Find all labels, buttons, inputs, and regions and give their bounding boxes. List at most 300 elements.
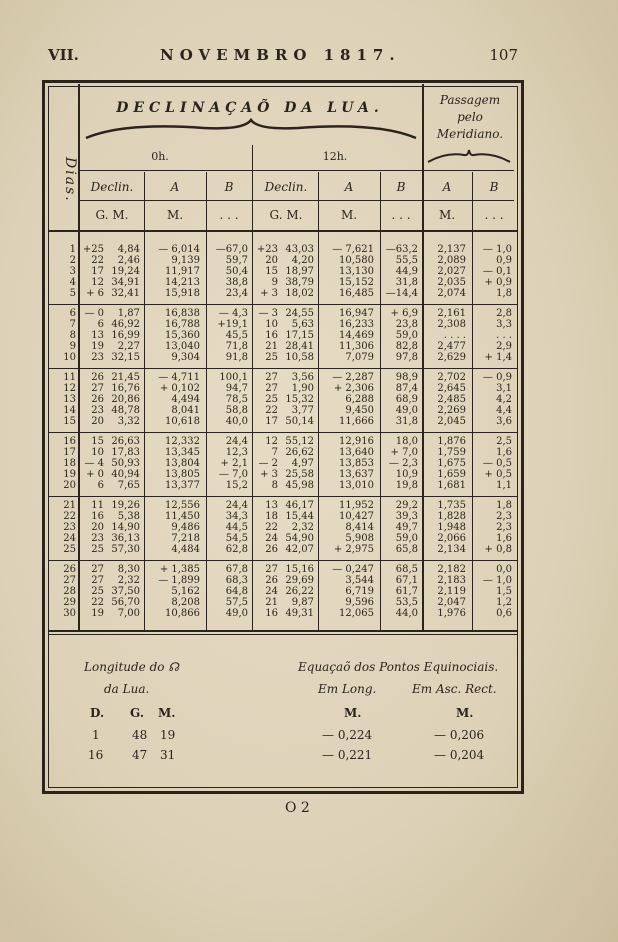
table-cell-days: 23 — [63, 522, 76, 533]
table-cell-b0: 34,3 — [225, 511, 248, 522]
column-header: A — [344, 180, 354, 194]
table-cell-a12: 12,065 — [339, 608, 374, 619]
table-cell-a12: 11,666 — [339, 416, 374, 427]
table-cell-days: 13 — [63, 394, 76, 405]
col-m: M. — [158, 706, 176, 720]
table-cell-d0g: 16 — [91, 511, 104, 522]
group-divider — [48, 496, 518, 497]
table-cell-a0: 16,838 — [165, 308, 200, 319]
table-cell-d12g: 26 — [265, 575, 278, 586]
table-cell-a0: 11,450 — [165, 511, 200, 522]
table-cell-d0g: 12 — [91, 277, 104, 288]
table-cell-d0m: 50,93 — [111, 458, 140, 469]
table-cell-b0: 15,2 — [225, 480, 248, 491]
table-cell-pb: 2,3 — [496, 522, 512, 533]
table-cell-d0m: 16,99 — [111, 330, 140, 341]
table-cell-days: 3 — [69, 266, 76, 277]
table-cell-d12g: +23 — [256, 244, 278, 255]
table-cell-pa: 2,629 — [437, 352, 466, 363]
unit-label: M. — [438, 208, 456, 222]
table-cell-pb: + 0,5 — [484, 469, 512, 480]
table-cell-b0: 38,8 — [225, 277, 248, 288]
table-cell-pb: 2,3 — [496, 511, 512, 522]
table-cell-a12: 13,130 — [339, 266, 374, 277]
table-cell-pa: 2,645 — [437, 383, 466, 394]
unit-label: G. M. — [95, 208, 129, 222]
table-cell-a0: 12,332 — [165, 436, 200, 447]
table-cell-d0g: + 6 — [86, 288, 104, 299]
table-cell-days: 24 — [63, 533, 76, 544]
passagem-label: Passagem pelo Meridiano. — [436, 93, 504, 141]
table-cell-b12: 68,9 — [395, 394, 418, 405]
table-cell-a12: 13,637 — [339, 469, 374, 480]
table-cell-days: 28 — [63, 586, 76, 597]
table-cell-a12: 12,916 — [339, 436, 374, 447]
table-cell-pa: 1,735 — [437, 500, 466, 511]
unit-label: . . . — [219, 208, 239, 222]
table-cell-pa: 2,066 — [437, 533, 466, 544]
table-cell-pb: — 1,0 — [482, 244, 512, 255]
month-title: NOVEMBRO 1817. — [160, 46, 401, 64]
table-cell-days: 11 — [63, 372, 76, 383]
table-cell-pb: 2,9 — [496, 341, 512, 352]
table-cell-d12m: 24,55 — [285, 308, 314, 319]
table-cell-pb: 3,6 — [496, 416, 512, 427]
unit-label: M. — [166, 208, 184, 222]
table-cell-b0: — 7,0 — [218, 469, 248, 480]
table-cell-pb: 1,8 — [496, 288, 512, 299]
table-cell-d12m: 25,58 — [285, 469, 314, 480]
table-cell-d0g: 20 — [91, 522, 104, 533]
table-cell-d12g: 13 — [265, 500, 278, 511]
table-cell-d12m: 46,17 — [285, 500, 314, 511]
group-divider — [48, 560, 518, 561]
table-cell-d12g: 24 — [265, 533, 278, 544]
table-cell-d12m: 45,98 — [285, 480, 314, 491]
table-cell-a0: 13,377 — [165, 480, 200, 491]
longitude-label-2: da Lua. — [104, 682, 150, 696]
table-cell-a0: 13,345 — [165, 447, 200, 458]
table-cell-days: 5 — [69, 288, 76, 299]
table-cell-pa: 1,659 — [437, 469, 466, 480]
table-cell-b12: 55,5 — [395, 255, 418, 266]
table-cell-d12m: 3,56 — [291, 372, 314, 383]
table-cell-a0: 8,041 — [171, 405, 200, 416]
table-cell-d0g: 20 — [91, 416, 104, 427]
table-cell-days: 8 — [69, 330, 76, 341]
table-cell-pb: 3,3 — [496, 319, 512, 330]
table-cell-d12g: 21 — [265, 597, 278, 608]
table-cell-pb: 1,6 — [496, 533, 512, 544]
column-header: Declin. — [264, 180, 308, 194]
table-cell-d0m: 7,65 — [117, 480, 140, 491]
table-cell-d12g: 8 — [271, 480, 278, 491]
table-cell-a0: 4,484 — [171, 544, 200, 555]
table-cell-pb: 0,0 — [496, 564, 512, 575]
table-cell-d0m: 2,46 — [117, 255, 140, 266]
table-cell-d12m: 49,31 — [285, 608, 314, 619]
table-cell-d12m: 17,15 — [285, 330, 314, 341]
table-cell-a12: 10,580 — [339, 255, 374, 266]
table-cell-a12: 13,853 — [339, 458, 374, 469]
table-cell-d12m: 29,69 — [285, 575, 314, 586]
hour-12-label: 12h. — [322, 150, 348, 163]
table-cell-d12m: 38,79 — [285, 277, 314, 288]
table-cell-pa: 2,485 — [437, 394, 466, 405]
table-cell-a0: 12,556 — [165, 500, 200, 511]
brace-ornament — [84, 118, 418, 142]
table-cell-d0g: + 0 — [86, 469, 104, 480]
table-cell-pa: 1,675 — [437, 458, 466, 469]
table-cell-days: 25 — [63, 544, 76, 555]
dias-label: Dias. — [62, 157, 78, 203]
table-cell-d12m: 2,32 — [291, 522, 314, 533]
table-cell-b0: 50,4 — [225, 266, 248, 277]
table-cell-pa: 2,477 — [437, 341, 466, 352]
table-cell-d12g: — 2 — [258, 458, 278, 469]
table-cell-pa: 1,876 — [437, 436, 466, 447]
table-cell-b12: + 6,9 — [390, 308, 418, 319]
running-header — [48, 46, 518, 68]
table-cell-pb: 2,5 — [496, 436, 512, 447]
table-cell-a0: 10,866 — [165, 608, 200, 619]
table-cell-a0: 11,917 — [165, 266, 200, 277]
table-cell-pa: 2,702 — [437, 372, 466, 383]
table-cell-days: 7 — [69, 319, 76, 330]
table-cell-pb: 0,6 — [496, 608, 512, 619]
table-cell-d0g: 15 — [91, 436, 104, 447]
table-cell-b12: —63,2 — [385, 244, 418, 255]
table-cell-d0m: 2,32 — [117, 575, 140, 586]
table-cell-d12m: 54,90 — [285, 533, 314, 544]
table-cell-a0: 15,360 — [165, 330, 200, 341]
column-header: Declin. — [90, 180, 134, 194]
table-cell-days: 15 — [63, 416, 76, 427]
table-cell-pa: 2,045 — [437, 416, 466, 427]
table-cell-pa: 2,119 — [437, 586, 466, 597]
table-cell-d0g: 17 — [91, 266, 104, 277]
table-cell-b0: 57,5 — [225, 597, 248, 608]
table-cell-pa: 2,134 — [437, 544, 466, 555]
table-cell-d0m: 19,24 — [111, 266, 140, 277]
table-cell-b12: — 2,3 — [388, 458, 418, 469]
table-cell-d0g: — 4 — [84, 458, 104, 469]
table-cell-d0m: 48,78 — [111, 405, 140, 416]
column-header: A — [442, 180, 452, 194]
table-cell-b12: 39,3 — [395, 511, 418, 522]
table-cell-a0: 16,788 — [165, 319, 200, 330]
unit-label: M. — [340, 208, 358, 222]
table-cell-d12g: 16 — [265, 330, 278, 341]
table-cell-days: 20 — [63, 480, 76, 491]
table-cell-days: 10 — [63, 352, 76, 363]
chapter-number: VII. — [48, 46, 79, 64]
table-cell-b12: —14,4 — [385, 288, 418, 299]
table-cell-pa: 1,759 — [437, 447, 466, 458]
table-cell-b0: 45,5 — [225, 330, 248, 341]
table-cell-days: 21 — [63, 500, 76, 511]
table-cell-b12: 18,0 — [395, 436, 418, 447]
table-cell-pb: 4,2 — [496, 394, 512, 405]
table-cell-d0g: 23 — [91, 405, 104, 416]
table-cell-d0m: 19,26 — [111, 500, 140, 511]
equacao-label: Equaçaõ dos Pontos Equinociais. — [298, 660, 499, 674]
table-cell-a12: 6,719 — [345, 586, 374, 597]
table-cell-pa: 2,027 — [437, 266, 466, 277]
brace-ornament-small — [426, 148, 512, 164]
table-cell-d0m: 2,27 — [117, 341, 140, 352]
col-d: D. — [90, 706, 105, 720]
table-cell-b0: + 2,1 — [220, 458, 248, 469]
table-cell-d0m: 5,38 — [117, 511, 140, 522]
table-cell-b0: 24,4 — [225, 436, 248, 447]
table-cell-d12g: 12 — [265, 436, 278, 447]
table-cell-a12: 16,947 — [339, 308, 374, 319]
table-cell-a12: 9,596 — [345, 597, 374, 608]
table-cell-a12: — 7,621 — [332, 244, 374, 255]
table-cell-a0: 5,162 — [171, 586, 200, 597]
table-cell-b0: 44,5 — [225, 522, 248, 533]
table-cell-b0: 71,8 — [225, 341, 248, 352]
table-cell-b12: 44,0 — [395, 608, 418, 619]
table-cell-d12g: 27 — [265, 372, 278, 383]
table-cell-b12: 59,0 — [395, 533, 418, 544]
table-cell-b0: 78,5 — [225, 394, 248, 405]
table-cell-d12m: 26,62 — [285, 447, 314, 458]
table-cell-pa: 2,183 — [437, 575, 466, 586]
table-cell-d12g: 20 — [265, 255, 278, 266]
table-cell-d12m: 42,07 — [285, 544, 314, 555]
table-cell-days: 18 — [63, 458, 76, 469]
table-cell-d0m: 40,94 — [111, 469, 140, 480]
table-cell-pb: 1,1 — [496, 480, 512, 491]
table-cell-d12m: 50,14 — [285, 416, 314, 427]
hour-divider — [252, 145, 253, 630]
table-cell-days: 9 — [69, 341, 76, 352]
table-cell-a0: 9,139 — [171, 255, 200, 266]
table-cell-pa: . . . . — [443, 330, 466, 341]
group-divider — [48, 368, 518, 369]
table-cell-d0m: 37,50 — [111, 586, 140, 597]
table-cell-b12: 82,8 — [395, 341, 418, 352]
table-cell-b12: 31,8 — [395, 277, 418, 288]
table-cell-days: 29 — [63, 597, 76, 608]
table-cell-pa: 2,308 — [437, 319, 466, 330]
table-cell-d0g: 25 — [91, 586, 104, 597]
table-cell-d12g: 17 — [265, 416, 278, 427]
table-cell-days: 14 — [63, 405, 76, 416]
table-cell-d12m: 28,41 — [285, 341, 314, 352]
table-cell-pb: 1,5 — [496, 586, 512, 597]
table-cell-d0g: 11 — [91, 500, 104, 511]
table-cell-a0: 8,208 — [171, 597, 200, 608]
table-cell-d12g: + 3 — [260, 288, 278, 299]
table-cell-d12g: 15 — [265, 266, 278, 277]
table-cell-d0m: 36,13 — [111, 533, 140, 544]
table-cell-d12g: 16 — [265, 608, 278, 619]
table-cell-d0m: 32,41 — [111, 288, 140, 299]
unit-label: . . . — [391, 208, 411, 222]
table-cell-pa: 2,089 — [437, 255, 466, 266]
table-cell-b0: 68,3 — [225, 575, 248, 586]
table-cell-b0: 59,7 — [225, 255, 248, 266]
table-cell-b0: 40,0 — [225, 416, 248, 427]
table-cell-pb: — 0,9 — [482, 372, 512, 383]
column-header: B — [224, 180, 234, 194]
table-cell-a12: 15,152 — [339, 277, 374, 288]
table-cell-d0g: +25 — [82, 244, 104, 255]
table-cell-d0m: 26,63 — [111, 436, 140, 447]
table-cell-d0g: 27 — [91, 564, 104, 575]
header-rule — [48, 230, 518, 232]
table-cell-d12m: 5,63 — [291, 319, 314, 330]
table-cell-d0g: 13 — [91, 330, 104, 341]
group-divider — [48, 304, 518, 305]
table-cell-d12m: 4,97 — [291, 458, 314, 469]
table-cell-a0: 15,918 — [165, 288, 200, 299]
table-cell-d0m: 17,83 — [111, 447, 140, 458]
table-cell-pa: 2,137 — [437, 244, 466, 255]
table-cell-pa: 2,047 — [437, 597, 466, 608]
table-cell-b12: 53,5 — [395, 597, 418, 608]
table-cell-pb: 1,8 — [496, 500, 512, 511]
table-cell-pb: 2,8 — [496, 308, 512, 319]
table-cell-d12m: 55,12 — [285, 436, 314, 447]
table-cell-b12: + 7,0 — [390, 447, 418, 458]
table-cell-a12: + 2,975 — [333, 544, 374, 555]
table-cell-b0: 23,4 — [225, 288, 248, 299]
table-cell-d12g: 18 — [265, 511, 278, 522]
table-cell-b12: 65,8 — [395, 544, 418, 555]
table-cell-a12: 13,640 — [339, 447, 374, 458]
table-cell-d12m: 1,90 — [291, 383, 314, 394]
table-cell-pb: + 0,9 — [484, 277, 512, 288]
table-cell-d12g: 22 — [265, 405, 278, 416]
table-cell-d12g: 25 — [265, 394, 278, 405]
table-cell-d0m: 4,84 — [117, 244, 140, 255]
table-cell-a12: 11,306 — [339, 341, 374, 352]
table-cell-d0g: 19 — [91, 341, 104, 352]
table-cell-d12g: 9 — [271, 277, 278, 288]
table-cell-days: 16 — [63, 436, 76, 447]
table-cell-b0: —67,0 — [215, 244, 248, 255]
table-cell-d12m: 3,77 — [291, 405, 314, 416]
table-cell-a12: 8,414 — [345, 522, 374, 533]
table-cell-d12m: 10,58 — [285, 352, 314, 363]
table-cell-pa: 1,681 — [437, 480, 466, 491]
table-cell-d12m: 4,20 — [291, 255, 314, 266]
table-cell-d12m: 26,22 — [285, 586, 314, 597]
table-cell-pb: — 1,0 — [482, 575, 512, 586]
table-cell-a12: 16,485 — [339, 288, 374, 299]
table-cell-a12: 5,908 — [345, 533, 374, 544]
group-divider — [48, 432, 518, 433]
table-cell-b12: 49,0 — [395, 405, 418, 416]
table-cell-pb: + 0,8 — [484, 544, 512, 555]
table-cell-d0g: 22 — [91, 255, 104, 266]
table-cell-d0m: 7,00 — [117, 608, 140, 619]
table-cell-a12: 9,450 — [345, 405, 374, 416]
table-cell-days: 27 — [63, 575, 76, 586]
table-cell-d0g: 6 — [97, 319, 104, 330]
table-cell-b12: 97,8 — [395, 352, 418, 363]
table-cell-d12g: — 3 — [258, 308, 278, 319]
table-cell-a0: 13,040 — [165, 341, 200, 352]
table-cell-b12: 49,7 — [395, 522, 418, 533]
table-cell-d0m: 56,70 — [111, 597, 140, 608]
table-cell-days: 26 — [63, 564, 76, 575]
table-cell-pb: . . . — [496, 330, 512, 341]
table-cell-b12: 19,8 — [395, 480, 418, 491]
table-cell-pb: 4,4 — [496, 405, 512, 416]
table-cell-a0: — 6,014 — [158, 244, 200, 255]
table-cell-d0m: 34,91 — [111, 277, 140, 288]
table-cell-b0: 100,1 — [219, 372, 248, 383]
table-cell-d12g: 25 — [265, 352, 278, 363]
table-cell-d0g: 26 — [91, 372, 104, 383]
table-cell-pa: 2,269 — [437, 405, 466, 416]
table-cell-days: 2 — [69, 255, 76, 266]
table-cell-pb: 0,9 — [496, 255, 512, 266]
table-cell-pb: — 0,5 — [482, 458, 512, 469]
table-cell-a0: 13,805 — [165, 469, 200, 480]
table-cell-a12: 14,469 — [339, 330, 374, 341]
table-cell-pb: 1,2 — [496, 597, 512, 608]
table-cell-b12: 68,5 — [395, 564, 418, 575]
table-cell-d0m: 3,32 — [117, 416, 140, 427]
table-cell-days: 19 — [63, 469, 76, 480]
table-cell-b12: 44,9 — [395, 266, 418, 277]
table-cell-b0: 24,4 — [225, 500, 248, 511]
column-header: B — [396, 180, 406, 194]
table-cell-b12: 10,9 — [395, 469, 418, 480]
table-cell-d0g: 26 — [91, 394, 104, 405]
table-cell-d12m: 15,32 — [285, 394, 314, 405]
table-cell-d12g: 27 — [265, 564, 278, 575]
table-cell-d0g: 25 — [91, 544, 104, 555]
table-cell-b12: 67,1 — [395, 575, 418, 586]
table-cell-pa: 1,976 — [437, 608, 466, 619]
table-cell-d12g: 7 — [271, 447, 278, 458]
table-cell-days: 6 — [69, 308, 76, 319]
column-header: A — [170, 180, 180, 194]
table-cell-d0g: 23 — [91, 352, 104, 363]
table-cell-b0: 12,3 — [225, 447, 248, 458]
col-g: G. — [130, 706, 144, 720]
table-cell-pb: 3,1 — [496, 383, 512, 394]
table-cell-days: 17 — [63, 447, 76, 458]
signature-mark: O 2 — [285, 800, 310, 816]
table-cell-a0: 7,218 — [171, 533, 200, 544]
table-cell-d12g: 22 — [265, 522, 278, 533]
longitude-label-1: Longitude do ☊ — [84, 660, 179, 674]
table-cell-d0g: 19 — [91, 608, 104, 619]
table-bottom-rule — [48, 630, 518, 632]
table-cell-d0g: 10 — [91, 447, 104, 458]
table-cell-a12: 10,427 — [339, 511, 374, 522]
table-cell-b0: 62,8 — [225, 544, 248, 555]
table-cell-d12g: 26 — [265, 544, 278, 555]
table-cell-b0: 94,7 — [225, 383, 248, 394]
table-cell-a0: 13,804 — [165, 458, 200, 469]
unit-label: . . . — [484, 208, 504, 222]
table-cell-b12: 23,8 — [395, 319, 418, 330]
table-cell-b0: 54,5 — [225, 533, 248, 544]
table-cell-b0: 64,8 — [225, 586, 248, 597]
hour-0-label: 0h. — [151, 150, 169, 163]
page: VII. NOVEMBRO 1817. 107 Dias. DECLINAÇAÕ DA LUA. Passagem pelo Meridiano. 0h. 12h. Declin. G. M. A M. B . . . Declin. G. M. A M. B . . . A M. B . . . 1 +25 4,84 — 6,014 —67,0 +23 43,03 — 7,621 —63,2 2,137 — 1,0 2 22 2,46 9,139 59,7 20 4,20 10,580 55,5 2,089 0,9 3 17 19,24 11,917 50,4 15 18,97 13,130 44,9 2,027 — 0,1 4 12 34,91 14,213 38,8 9 38,79 15,152 31,8 2,035 + 0,9 5 + 6 32,41 15,918 23,4 + 3 18,02 16,485 —14,4 2,074 1,8 6 — 0 1,87 16,838 — 4,3 — 3 24,55 16,947 + 6,9 2,161 2,8 7 6 46,92 16,788 +19,1 10 5,63 16,233 23,8 2,308 3,3 8 13 16,99 15,360 45,5 16 17,15 14,469 59,0 . . . . . . . 9 19 2,27 13,040 71,8 21 28,41 11,306 82,8 2,477 2,9 10 23 32,15 9,304 91,8 25 10,58 7,079 97,8 2,629 + 1,4 11 26 21,45 — 4,711 100,1 27 3,56 — 2,287 98,9 2,702 — 0,9 12 27 16,76 + 0,102 94,7 27 1,90 + 2,306 87,4 2,645 3,1 13 26 20,86 4,494 78,5 25 15,32 6,288 68,9 2,485 4,2 14 23 48,78 8,041 58,8 22 3,77 9,450 49,0 2,269 4,4 15 20 3,32 10,618 40,0 17 50,14 11,666 31,8 2,045 3,6 16 15 26,63 12,332 24,4 12 55,12 12,916 18,0 1,876 2,5 17 10 17,83 13,345 12,3 7 26,62 13,640 + 7,0 1,759 1,6 18 — 4 50,93 13,804 + 2,1 — 2 4,97 13,853 — 2,3 1,675 — 0,5 19 + 0 40,94 13,805 — 7,0 + 3 25,58 13,637 10,9 1,659 + 0,5 20 6 7,65 13,377 15,2 8 45,98 13,010 19,8 1,681 1,1 21 11 19,26 12,556 24,4 13 46,17 11,952 29,2 1,735 1,8 22 16 5,38 11,450 34,3 18 15,44 10,427 39,3 1,828 2,3 23 20 14,90 9,486 44,5 22 2,32 8,414 49,7 1,948 2,3 24 23 36,13 7,218 54,5 24 54,90 5,908 59,0 2,066 1,6 25 25 57,30 4,484 62,8 26 42,07 + 2,975 65,8 2,134 + 0,8 26 27 8,30 + 1,385 67,8 27 15,16 — 0,247 68,5 2,182 0,0 27 27 2,32 — 1,899 68,3 26 29,69 3,544 67,1 2,183 — 1,0 28 25 37,50 5,162 64,8 24 26,22 6,719 61,7 2,119 1,5 29 22 56,70 8,208 57,5 21 9,87 9,596 53,5 2,047 1,2 30 19 7,00 10,866 49,0 16 49,31 12,065 44,0 1,976 0,6 Longitude do ☊ da Lua. D. G. M. 1 48 19 16 47 31 Equaçaõ dos Pontos Equinociais. Em Long. Em Asc. Rect. M. M. — 0,224 — 0,221 — 0,206 — 0,204 O 2 — [0, 0, 618, 942]
em-asc-label: Em Asc. Rect. — [412, 682, 497, 696]
